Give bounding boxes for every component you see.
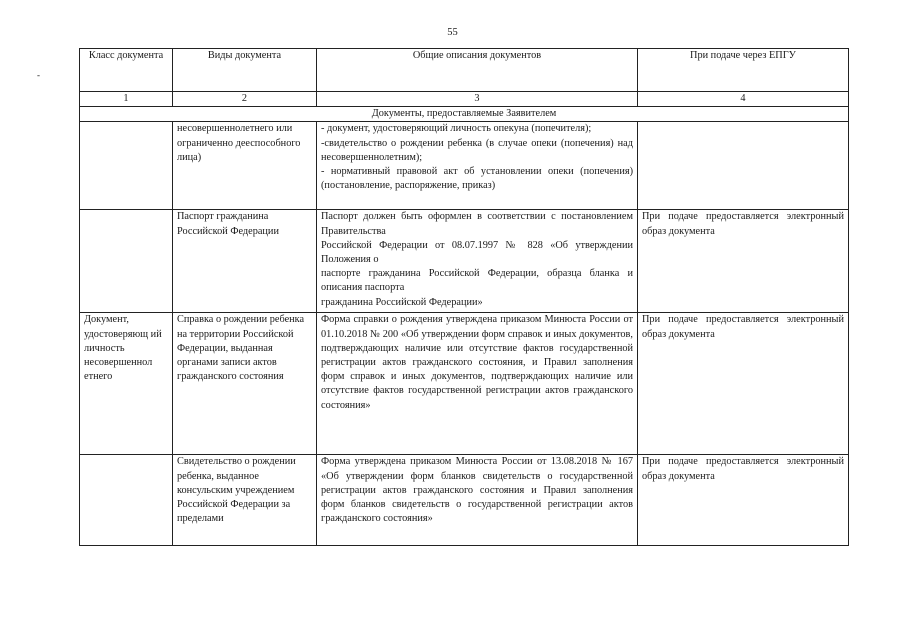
doc-class-cell: [80, 210, 173, 313]
column-number: 4: [638, 92, 849, 107]
description-cell: Форма справки о рождения утверждена приказом Минюста России от 01.10.2018 № 200 «Об утверждении форм справок и иных документов, подтверждающих наличие или отсутствие фактов государственной регистрации актов гражданского состояния, и Правил заполнения форм справок и иных документов, подтверждающих наличие или отсутствие фактов государственной регистрации актов гражданского состояния»: [317, 313, 638, 455]
table-row: [80, 122, 849, 210]
table-row: [80, 210, 849, 313]
section-title: Документы, предоставляемые Заявителем: [80, 107, 849, 122]
doc-type-cell: Паспорт гражданина Российской Федерации: [173, 210, 317, 313]
section-row: [80, 107, 849, 122]
doc-class-cell: [80, 122, 173, 210]
header-doc-class: Класс документа: [80, 49, 173, 92]
doc-type-cell: Справка о рождении ребенка на территории Российской Федерации, выданная органами записи актов гражданского состояния: [173, 313, 317, 455]
description-cell: Паспорт должен быть оформлен в соответствии с постановлением Правительства Российской Федерации от 08.07.1997 № 828 «Об утверждении Положения о паспорте гражданина Российской Федерации, образца бланка и описания паспорта гражданина Российской Федерации»: [317, 210, 638, 313]
epgu-cell: При подаче предоставляется электронный образ документа: [638, 455, 849, 546]
table-header-row: [80, 49, 849, 92]
column-number-row: [80, 92, 849, 107]
margin-mark: -: [37, 70, 40, 80]
epgu-cell: [638, 122, 849, 210]
description-cell: - документ, удостоверяющий личность опекуна (попечителя); -свидетельство о рождении ребенка (в случае опеки (попечения) над несовершеннолетним); - нормативный правовой акт об установлении опеки (попечения) (постановление, распоряжение, приказ): [317, 122, 638, 210]
doc-type-cell: несовершеннолетнего или ограниченно дееспособного лица): [173, 122, 317, 210]
description-cell: Форма утверждена приказом Минюста России от 13.08.2018 № 167 «Об утверждении форм бланков свидетельств о государственной регистрации актов гражданского состояния и Правил заполнения форм бланков свидетельств о государственной регистрации актов гражданского состояния»: [317, 455, 638, 546]
table-row: [80, 313, 849, 455]
doc-class-cell: [80, 455, 173, 546]
column-number: 2: [173, 92, 317, 107]
page-number: 55: [447, 27, 458, 38]
epgu-cell: При подаче предоставляется электронный образ документа: [638, 210, 849, 313]
table-row: [80, 455, 849, 546]
header-epgu: При подаче через ЕПГУ: [638, 49, 849, 92]
documents-table: [79, 48, 849, 546]
doc-type-cell: Свидетельство о рождении ребенка, выданное консульским учреждением Российской Федерации за пределами: [173, 455, 317, 546]
column-number: 3: [317, 92, 638, 107]
column-number: 1: [80, 92, 173, 107]
header-doc-type: Виды документа: [173, 49, 317, 92]
doc-class-cell: Документ, удостоверяющ ий личность несовершеннол етнего: [80, 313, 173, 455]
epgu-cell: При подаче предоставляется электронный образ документа: [638, 313, 849, 455]
header-description: Общие описания документов: [317, 49, 638, 92]
